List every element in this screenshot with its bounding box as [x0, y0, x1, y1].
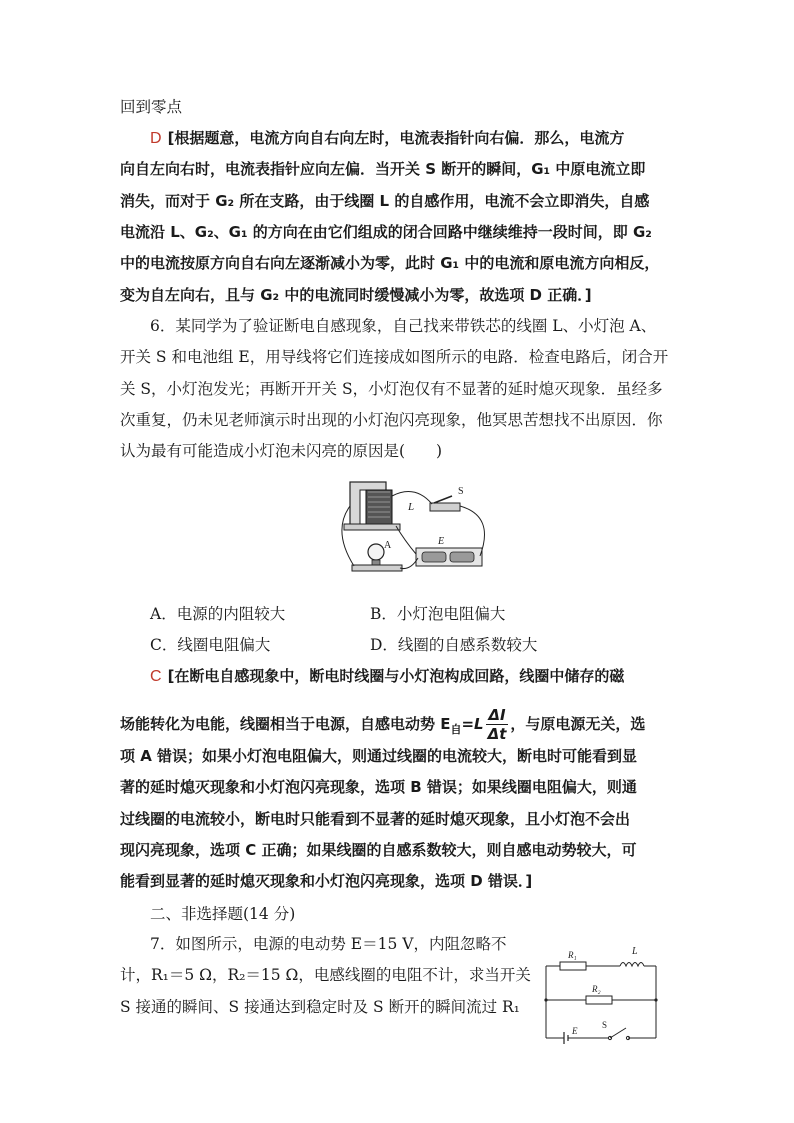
answer-6-line-4: 著的延时熄灭现象和小灯泡闪亮现象，选项 B 错误；如果线圈电阻偏大，则通 [120, 778, 637, 796]
answer-5-line-1 [150, 128, 624, 149]
lamp-base [352, 565, 402, 571]
switch-label: S [458, 486, 464, 497]
lamp-bulb [368, 544, 384, 560]
fraction-denominator: Δt [487, 725, 507, 743]
question-6-line-1: 6．某同学为了验证断电自感现象，自己找来带铁芯的线圈 L、小灯泡 A、 [150, 317, 657, 335]
answer-6-line-5: 过线圈的电流较小，断电时只能看到不显著的延时熄灭现象，且小灯泡不会出 [120, 810, 631, 828]
answer-5-letter: D [150, 130, 162, 147]
subscript-self: 自 [450, 723, 462, 736]
answer-6-letter: C [150, 668, 162, 685]
answer-5-line-2: 向自左向右时，电流表指针应向左偏．当开关 S 断开的瞬间，G₁ 中原电流立即 [120, 160, 646, 178]
r2-label: R₂ [592, 984, 601, 994]
answer-5-line-3: 消失，而对于 G₂ 所在支路，由于线圈 L 的自感作用，电流不会立即消失，自感 [120, 192, 650, 210]
circuit-figure-7 [540, 942, 664, 1044]
battery-label: E [438, 536, 445, 547]
answer-6-line-2 [120, 706, 645, 743]
question-7-line-2: 计，R₁＝5 Ω，R₂＝15 Ω，电感线圈的电阻不计，求当开关 [120, 966, 531, 984]
option-c: C．线圈电阻偏大 [150, 636, 271, 654]
answer-6-line-6: 现闪亮现象，选项 C 正确；如果线圈的自感系数较大，则自感电动势较大，可 [120, 841, 637, 859]
coil-label: L [408, 501, 415, 513]
r1-label: R₁ [568, 950, 577, 960]
battery-e [564, 1032, 568, 1044]
question-7-line-1: 7．如图所示，电源的电动势 E＝15 V，内阻忽略不 [150, 935, 507, 953]
answer-5-text-1: [根据题意，电流方向自右向左时，电流表指针向右偏．那么，电流方 [167, 129, 625, 147]
resistor-r2 [586, 996, 612, 1004]
answer-6-text-2a: 场能转化为电能，线圈相当于电源，自感电动势 E [120, 715, 451, 733]
answer-6-text-2c: ，与原电源无关，选 [510, 715, 646, 733]
option-a: A．电源的内阻较大 [150, 605, 286, 623]
answer-6-line-1 [150, 666, 624, 687]
circuit-figure-6 [330, 476, 495, 580]
answer-6-text-1: [在断电自感现象中，断电时线圈与小灯泡构成回路，线圈中储存的磁 [167, 667, 625, 685]
section-2-heading: 二、非选择题(14 分) [150, 905, 296, 923]
answer-5-line-6: 变为自左向右，且与 G₂ 中的电流同时缓慢减小为零，故选项 D 正确．] [120, 286, 592, 304]
question-6-line-5: 认为最有可能造成小灯泡未闪亮的原因是( ) [120, 442, 443, 460]
resistor-r1 [560, 962, 586, 970]
answer-5-line-5: 中的电流按原方向自右向左逐渐减小为零，此时 G₁ 中的电流和原电流方向相反， [120, 254, 660, 272]
fraction-numerator: ΔI [486, 706, 509, 725]
question-7-line-3: S 接通的瞬间、S 接通达到稳定时及 S 断开的瞬间流过 R₁ [120, 998, 520, 1016]
inductor-l [620, 963, 644, 967]
option-b: B．小灯泡电阻偏大 [370, 605, 506, 623]
answer-6-line-3: 项 A 错误；如果小灯泡电阻偏大，则通过线圈的电流较大，断电时可能看到显 [120, 747, 638, 765]
question-6-line-3: 关 S，小灯泡发光；再断开开关 S，小灯泡仅有不显著的延时熄灭现象．虽经多 [120, 380, 663, 398]
answer-5-line-4: 电流沿 L、G₂、G₁ 的方向在由它们组成的闭合回路中继续维持一段时间，即 G₂ [120, 223, 652, 241]
line-back-to-zero: 回到零点 [120, 98, 183, 116]
fraction-di-dt [486, 706, 509, 743]
option-d: D．线圈的自感系数较大 [370, 636, 538, 654]
battery-label: E [572, 1026, 578, 1036]
switch-base [430, 503, 460, 511]
answer-6-line-7: 能看到显著的延时熄灭现象和小灯泡闪亮现象，选项 D 错误．] [120, 872, 533, 890]
wire-5 [396, 526, 416, 554]
switch-s [610, 1028, 626, 1038]
lamp-label: A [384, 540, 392, 551]
switch-label: S [602, 1020, 608, 1030]
question-6-line-4: 次重复，仍未见老师演示时出现的小灯泡闪亮现象，他冥思苦想找不出原因．你 [120, 411, 663, 429]
answer-6-text-2b: =L [461, 715, 484, 733]
question-6-line-2: 开关 S 和电池组 E，用导线将它们连接成如图所示的电路．检查电路后，闭合开 [120, 348, 669, 366]
inductor-label: L [632, 946, 638, 957]
wire-4 [400, 558, 418, 569]
